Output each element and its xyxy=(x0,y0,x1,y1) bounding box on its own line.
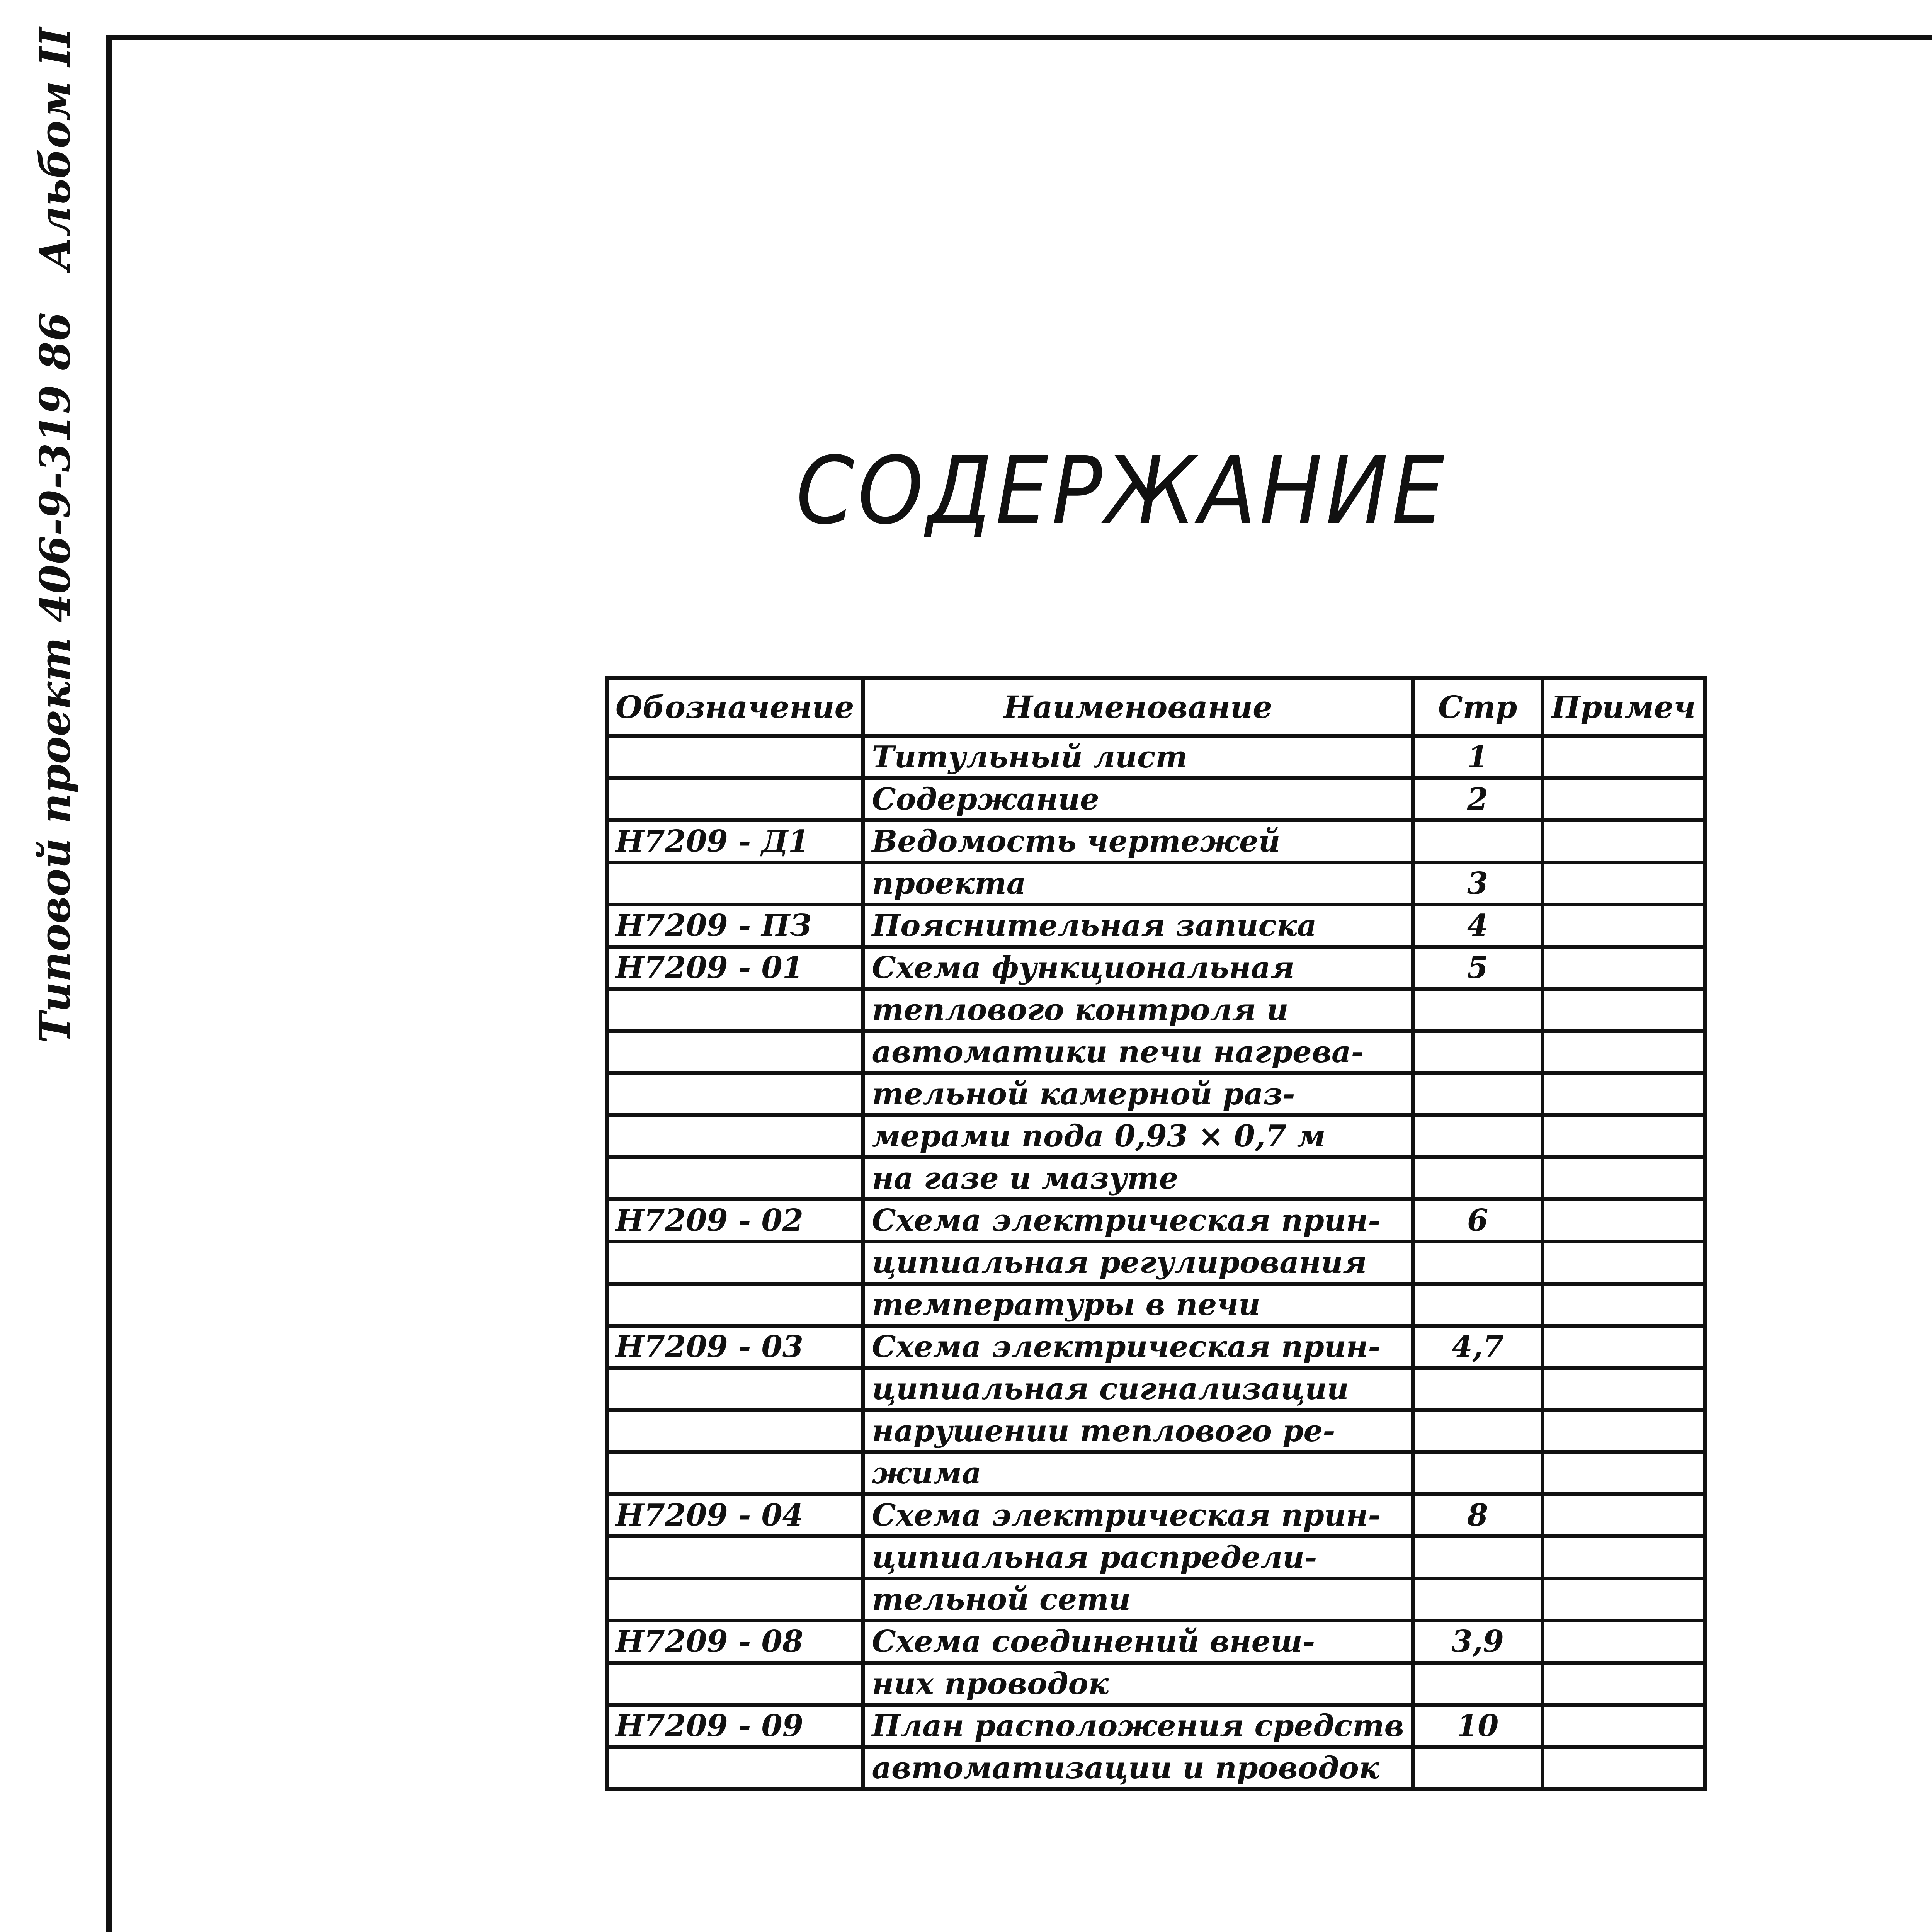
header-note: Примеч xyxy=(1543,678,1705,736)
cell-note xyxy=(1543,1452,1705,1494)
cell-page xyxy=(1413,1284,1543,1326)
header-page: Стр xyxy=(1413,678,1543,736)
cell-designation xyxy=(607,1663,863,1705)
table-row xyxy=(607,736,1705,778)
cell-name: них проводок xyxy=(863,1663,1413,1705)
cell-note xyxy=(1543,1494,1705,1536)
cell-name: Ведомость чертежей xyxy=(863,820,1413,862)
cell-name: Схема электрическая прин- xyxy=(863,1494,1413,1536)
cell-designation xyxy=(607,1578,863,1621)
cell-designation xyxy=(607,1073,863,1115)
cell-name: ципиальная регулирования xyxy=(863,1242,1413,1284)
cell-name: ципиальная распредели- xyxy=(863,1536,1413,1578)
cell-note xyxy=(1543,905,1705,947)
cell-name: Схема электрическая прин- xyxy=(863,1199,1413,1242)
cell-name: Схема соединений внеш- xyxy=(863,1621,1413,1663)
cell-name: тельной камерной раз- xyxy=(863,1073,1413,1115)
table-row xyxy=(607,1242,1705,1284)
cell-name: Пояснительная записка xyxy=(863,905,1413,947)
cell-note xyxy=(1543,862,1705,905)
cell-designation xyxy=(607,1115,863,1157)
cell-page: 6 xyxy=(1413,1199,1543,1242)
cell-designation: Н7209 - 02 xyxy=(607,1199,863,1242)
cell-name: План расположения средств xyxy=(863,1705,1413,1747)
contents-table-body xyxy=(607,736,1705,1789)
cell-name: Схема функциональная xyxy=(863,947,1413,989)
cell-note xyxy=(1543,1536,1705,1578)
cell-page xyxy=(1413,989,1543,1031)
table-row xyxy=(607,1031,1705,1073)
table-row xyxy=(607,947,1705,989)
table-row xyxy=(607,1621,1705,1663)
cell-page: 3 xyxy=(1413,862,1543,905)
cell-designation xyxy=(607,736,863,778)
cell-designation xyxy=(607,1410,863,1452)
cell-page: 2 xyxy=(1413,778,1543,820)
cell-designation: Н7209 - ПЗ xyxy=(607,905,863,947)
page-title: СОДЕРЖАНИЕ xyxy=(796,437,1448,545)
cell-designation xyxy=(607,778,863,820)
cell-name: ципиальная сигнализации xyxy=(863,1368,1413,1410)
cell-designation xyxy=(607,1452,863,1494)
cell-note xyxy=(1543,1621,1705,1663)
cell-page xyxy=(1413,1578,1543,1621)
cell-name: тельной сети xyxy=(863,1578,1413,1621)
cell-page: 10 xyxy=(1413,1705,1543,1747)
cell-name: автоматизации и проводок xyxy=(863,1747,1413,1789)
cell-designation: Н7209 - 09 xyxy=(607,1705,863,1747)
cell-note xyxy=(1543,1242,1705,1284)
album-label: Альбом II xyxy=(31,27,80,271)
cell-designation xyxy=(607,1536,863,1578)
cell-designation: Н7209 - 08 xyxy=(607,1621,863,1663)
table-row xyxy=(607,1705,1705,1747)
cell-note xyxy=(1543,1031,1705,1073)
cell-designation xyxy=(607,1242,863,1284)
table-row xyxy=(607,1410,1705,1452)
cell-name: автоматики печи нагрева- xyxy=(863,1031,1413,1073)
cell-designation xyxy=(607,1031,863,1073)
cell-name: проекта xyxy=(863,862,1413,905)
table-row xyxy=(607,1578,1705,1621)
cell-designation xyxy=(607,1368,863,1410)
table-row xyxy=(607,778,1705,820)
cell-note xyxy=(1543,1368,1705,1410)
cell-page xyxy=(1413,1452,1543,1494)
cell-page: 1 xyxy=(1413,736,1543,778)
cell-page xyxy=(1413,1031,1543,1073)
table-row xyxy=(607,989,1705,1031)
cell-note xyxy=(1543,1157,1705,1199)
cell-name: мерами пода 0,93 × 0,7 м xyxy=(863,1115,1413,1157)
table-row xyxy=(607,1284,1705,1326)
cell-page xyxy=(1413,820,1543,862)
table-row xyxy=(607,1494,1705,1536)
cell-page: 3,9 xyxy=(1413,1621,1543,1663)
cell-note xyxy=(1543,1410,1705,1452)
header-designation: Обозначение xyxy=(607,678,863,736)
cell-note xyxy=(1543,1115,1705,1157)
cell-note xyxy=(1543,989,1705,1031)
cell-page xyxy=(1413,1073,1543,1115)
cell-page: 5 xyxy=(1413,947,1543,989)
cell-designation: Н7209 - 01 xyxy=(607,947,863,989)
cell-note xyxy=(1543,1705,1705,1747)
cell-page xyxy=(1413,1368,1543,1410)
table-row xyxy=(607,820,1705,862)
table-row xyxy=(607,1199,1705,1242)
table-row xyxy=(607,1115,1705,1157)
cell-page xyxy=(1413,1242,1543,1284)
cell-page xyxy=(1413,1115,1543,1157)
cell-note xyxy=(1543,1326,1705,1368)
table-row xyxy=(607,1368,1705,1410)
project-designation: Типовой проект 406-9-319 86 xyxy=(31,312,80,1043)
cell-page xyxy=(1413,1747,1543,1789)
cell-name: теплового контроля и xyxy=(863,989,1413,1031)
cell-page: 4,7 xyxy=(1413,1326,1543,1368)
cell-page xyxy=(1413,1663,1543,1705)
cell-name: температуры в печи xyxy=(863,1284,1413,1326)
cell-designation: Н7209 - 03 xyxy=(607,1326,863,1368)
cell-name: Содержание xyxy=(863,778,1413,820)
header-name: Наименование xyxy=(863,678,1413,736)
cell-note xyxy=(1543,947,1705,989)
table-row xyxy=(607,905,1705,947)
cell-note xyxy=(1543,736,1705,778)
table-row xyxy=(607,1157,1705,1199)
table-header-row xyxy=(607,678,1705,736)
cell-designation xyxy=(607,862,863,905)
cell-name: жима xyxy=(863,1452,1413,1494)
cell-page xyxy=(1413,1410,1543,1452)
cell-designation: Н7209 - 04 xyxy=(607,1494,863,1536)
table-row xyxy=(607,1073,1705,1115)
cell-designation xyxy=(607,989,863,1031)
table-row xyxy=(607,1326,1705,1368)
table-row xyxy=(607,1536,1705,1578)
cell-designation xyxy=(607,1157,863,1199)
cell-page xyxy=(1413,1536,1543,1578)
cell-note xyxy=(1543,1747,1705,1789)
cell-name: Титульный лист xyxy=(863,736,1413,778)
cell-note xyxy=(1543,1284,1705,1326)
cell-designation: Н7209 - Д1 xyxy=(607,820,863,862)
table-row xyxy=(607,1747,1705,1789)
cell-page: 4 xyxy=(1413,905,1543,947)
cell-page xyxy=(1413,1157,1543,1199)
cell-name: нарушении теплового ре- xyxy=(863,1410,1413,1452)
table-row xyxy=(607,1452,1705,1494)
cell-note xyxy=(1543,1199,1705,1242)
cell-note xyxy=(1543,1073,1705,1115)
cell-designation xyxy=(607,1284,863,1326)
cell-designation xyxy=(607,1747,863,1789)
table-row xyxy=(607,1663,1705,1705)
cell-name: Схема электрическая прин- xyxy=(863,1326,1413,1368)
cell-note xyxy=(1543,778,1705,820)
cell-note xyxy=(1543,820,1705,862)
cell-name: на газе и мазуте xyxy=(863,1157,1413,1199)
table-row xyxy=(607,862,1705,905)
cell-page: 8 xyxy=(1413,1494,1543,1536)
cell-note xyxy=(1543,1578,1705,1621)
cell-note xyxy=(1543,1663,1705,1705)
contents-table xyxy=(605,676,1707,1791)
